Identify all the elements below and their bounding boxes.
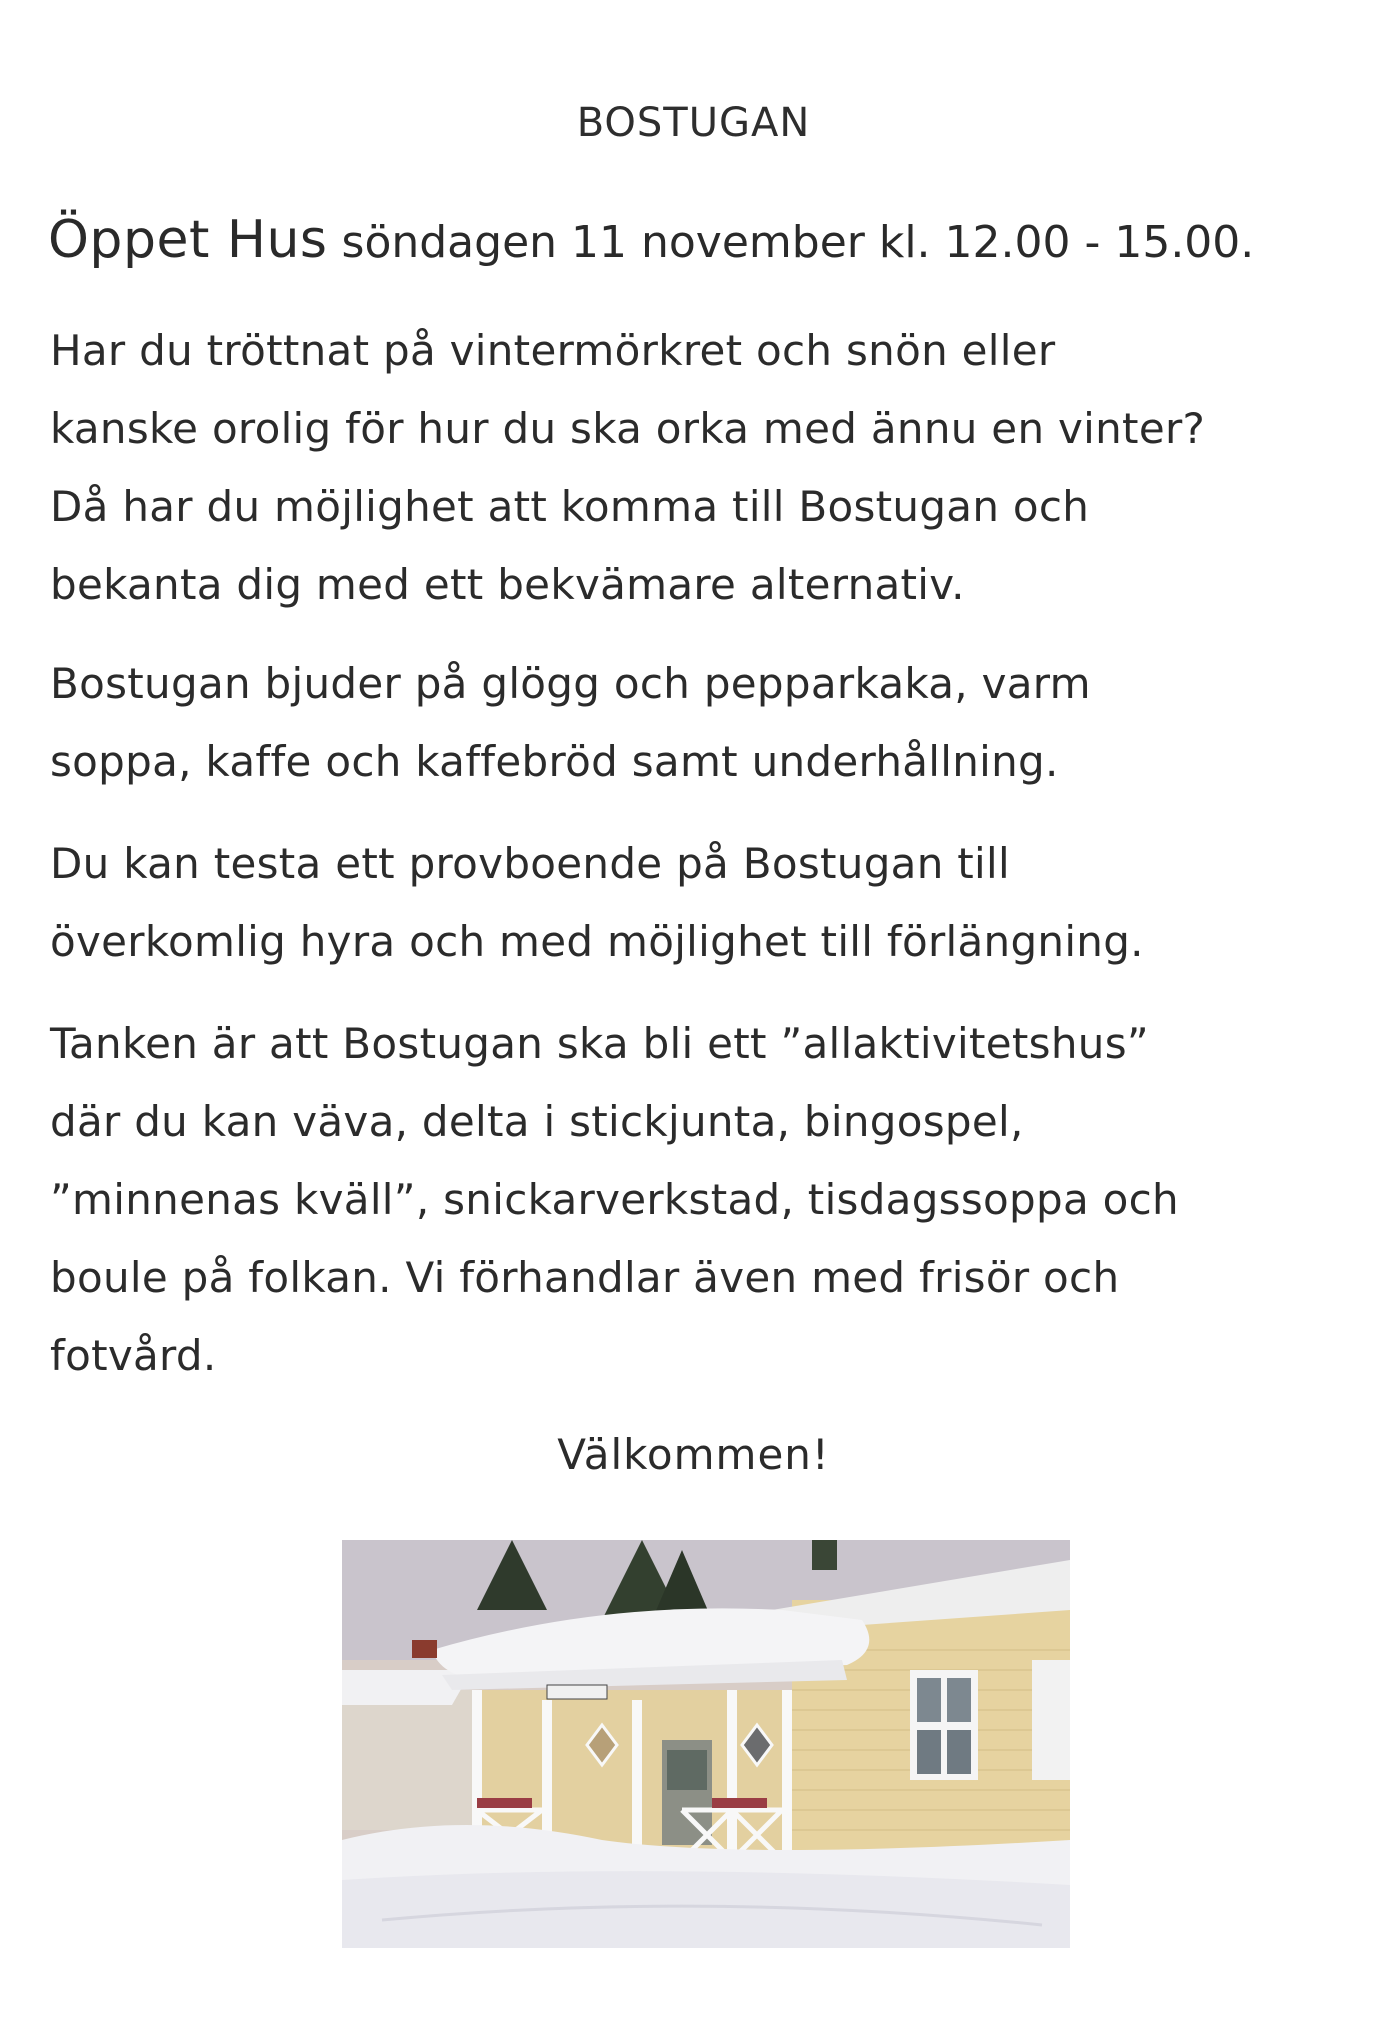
paragraph-trial-living: Du kan testa ett provboende på Bostugan till överkomlig hyra och med möjlighet till förlängning. (50, 839, 1144, 966)
paragraph-intro: Har du tröttnat på vintermörkret och snön eller kanske orolig för hur du ska orka med ännu en vinter? Då har du möjlighet att komma till Bostugan och bekanta dig med ett bekvämare alternativ. (50, 326, 1206, 609)
welcome-text: Välkommen! (557, 1430, 830, 1479)
paragraph-refreshments: Bostugan bjuder på glögg och pepparkaka, varm soppa, kaffe och kaffebröd samt underhållning. (50, 659, 1091, 786)
house-illustration (342, 1540, 1070, 1948)
snowy-house-photo (342, 1540, 1070, 1948)
paragraph-activities: Tanken är att Bostugan ska bli ett ”allaktivitetshus” där du kan väva, delta i stickjunta, bingospel, ”minnenas kväll”, snickarverkstad, tisdagssoppa och boule på folkan. Vi förhandlar även med frisör och fotvård. (50, 1019, 1179, 1380)
event-line (48, 210, 1254, 270)
event-details: söndagen 11 november kl. 12.00 - 15.00. (341, 217, 1255, 268)
event-title: Öppet Hus (48, 210, 328, 270)
flyer-heading: BOSTUGAN (576, 100, 811, 146)
